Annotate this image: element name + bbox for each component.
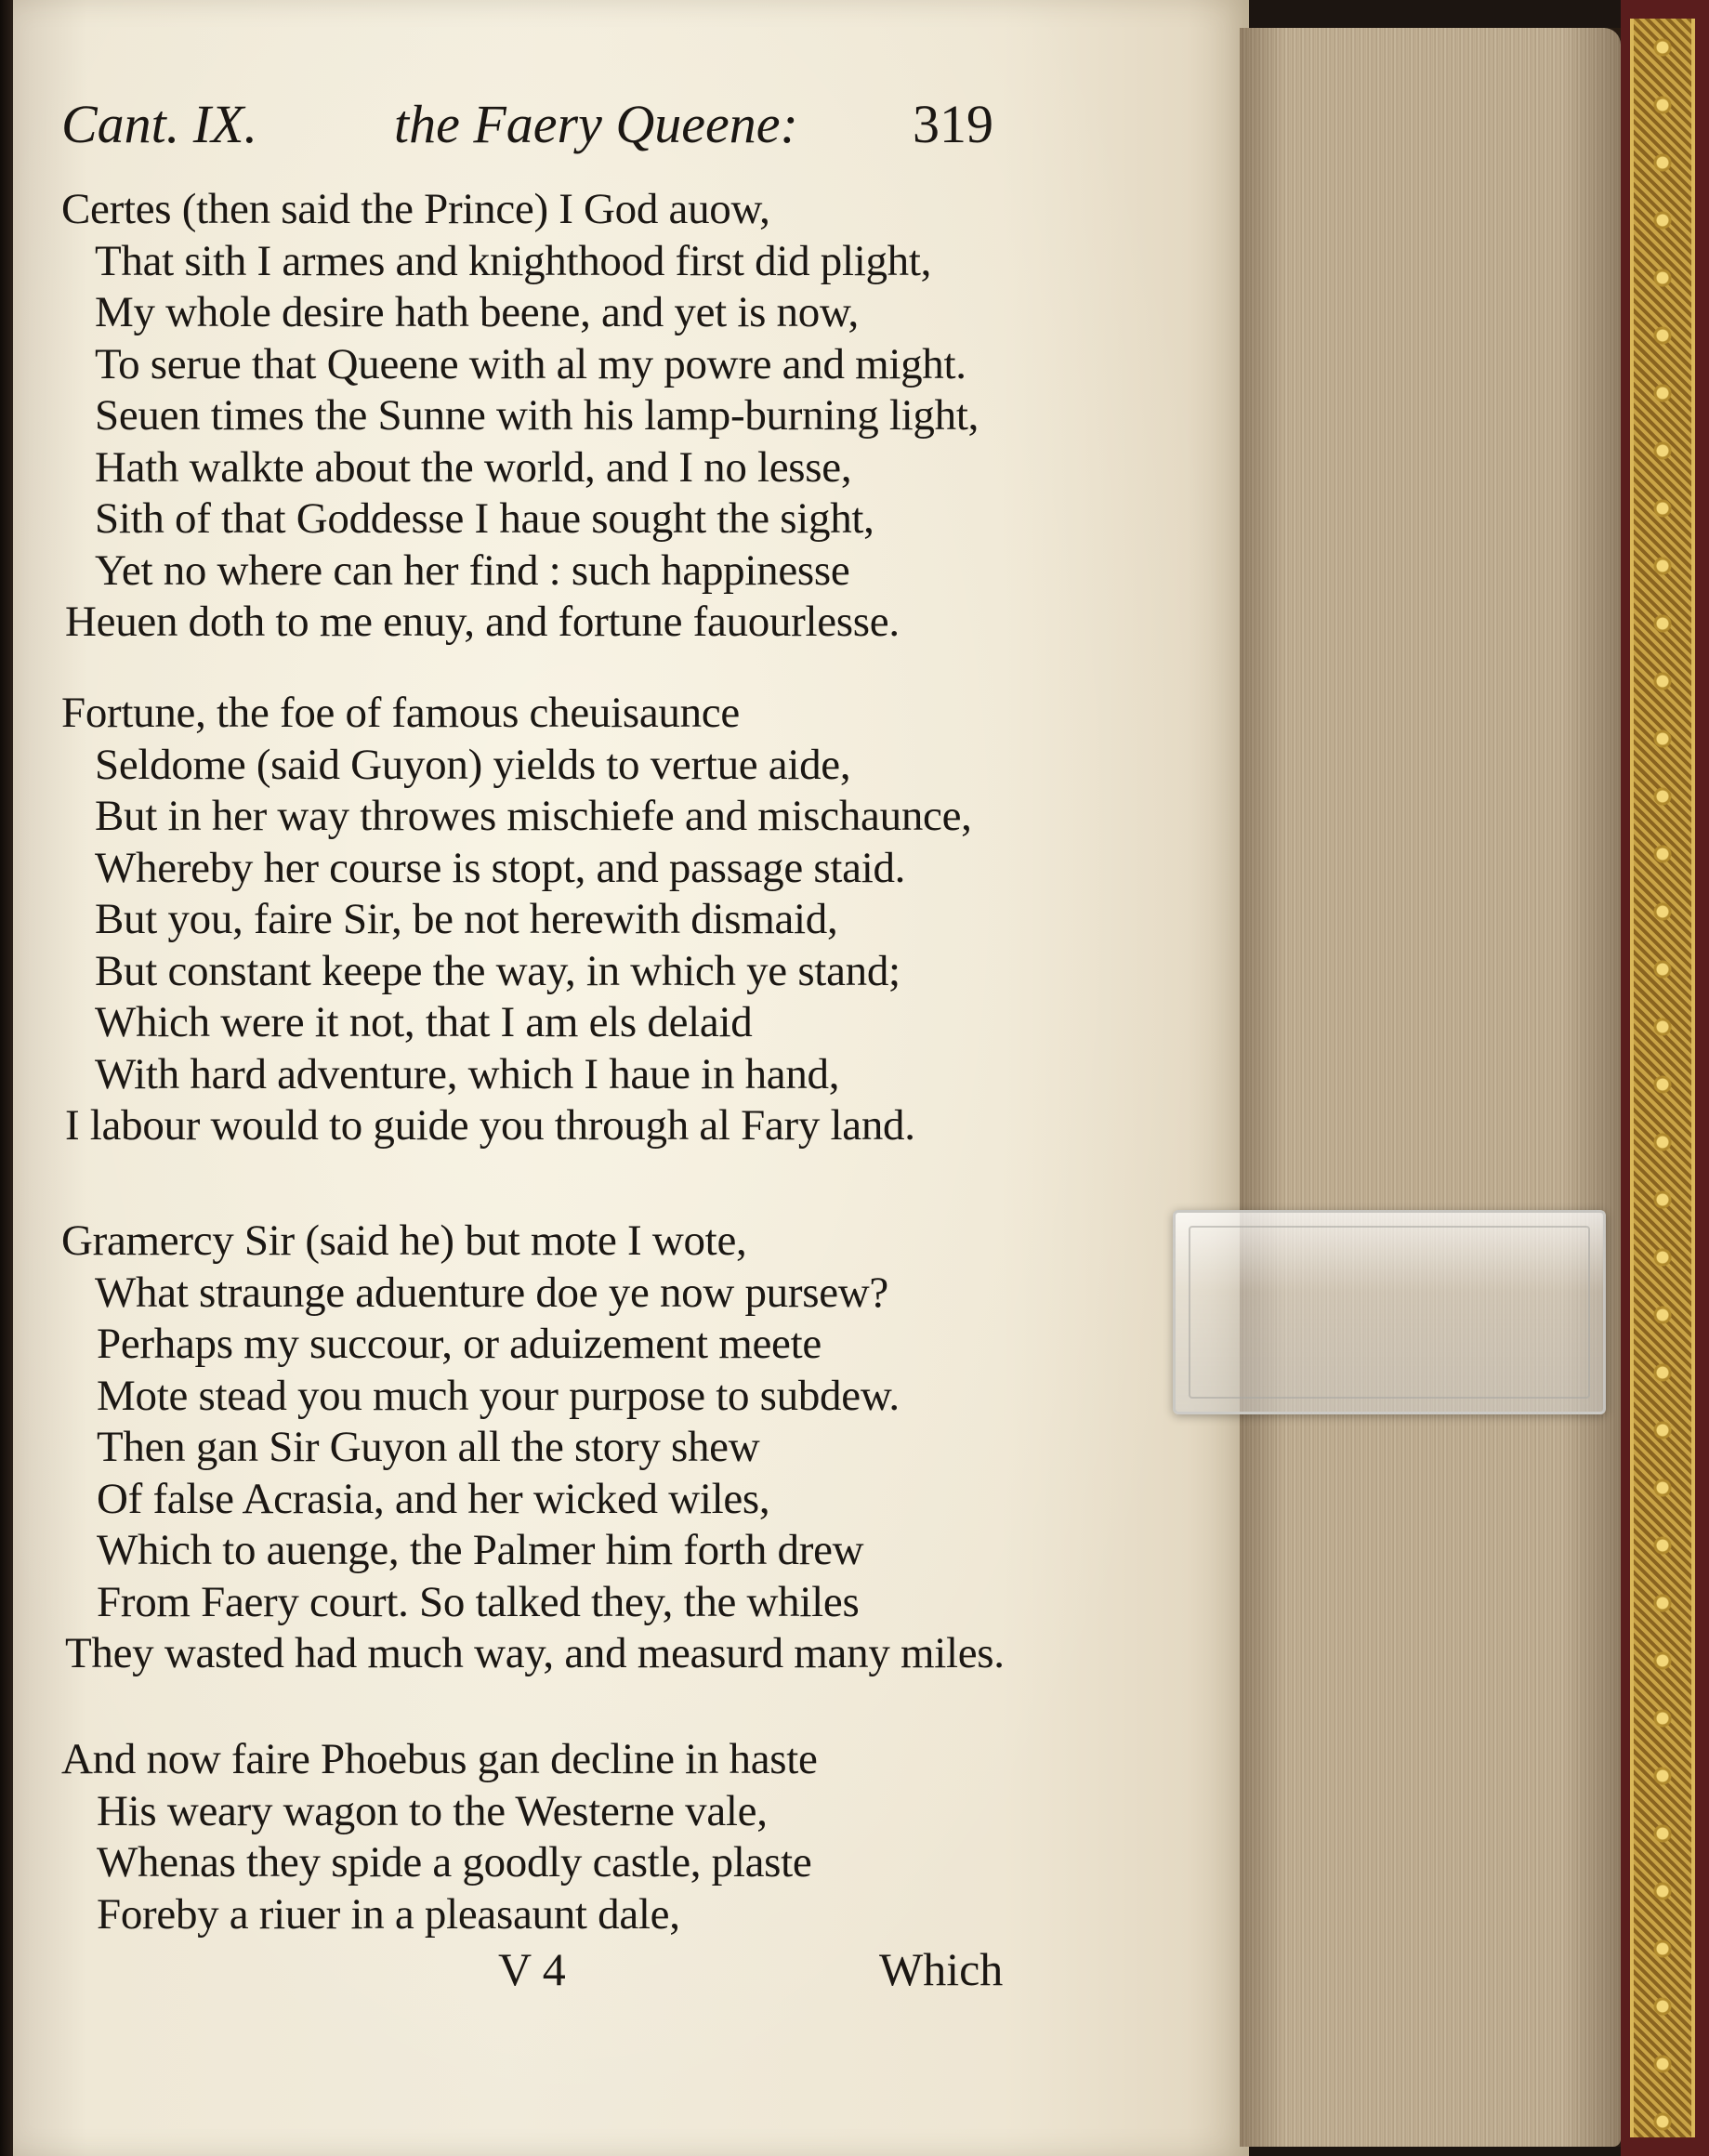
verse-line: To serue that Queene with al my powre and might.	[95, 339, 966, 388]
verse-line: They wasted had much way, and measurd many miles.	[65, 1629, 1005, 1677]
verse-line: But constant keepe the way, in which ye stand;	[95, 946, 901, 995]
verse-line: Mote stead you much your purpose to subdew.	[97, 1371, 900, 1420]
catchword: Which	[879, 1943, 1004, 1995]
printed-page	[13, 0, 1249, 2156]
verse-line: I labour would to guide you through al Fary land.	[65, 1101, 915, 1150]
verse-line: His weary wagon to the Westerne vale,	[97, 1786, 768, 1835]
verse-line: Seuen times the Sunne with his lamp-burning light,	[95, 391, 979, 440]
verse-line: Seldome (said Guyon) yields to vertue aide,	[95, 740, 851, 789]
running-head-title: the Faery Queene:	[394, 94, 798, 154]
stanza-4	[13, 1734, 1128, 1940]
verse-line: Whenas they spide a goodly castle, plaste	[97, 1838, 812, 1886]
stanza-3	[13, 1216, 1128, 1680]
stanza-1	[13, 184, 1128, 649]
verse-line: And now faire Phoebus gan decline in haste	[61, 1735, 818, 1783]
verse-line: Sith of that Goddesse I haue sought the sight,	[95, 494, 874, 543]
verse-line: What straunge aduenture doe ye now pursew?	[95, 1268, 888, 1317]
running-head-canto: Cant. IX.	[61, 94, 258, 154]
gilt-border-ornament	[1630, 19, 1695, 2137]
verse-line: Of false Acrasia, and her wicked wiles,	[97, 1474, 770, 1523]
stanza-2	[13, 688, 1128, 1152]
verse-line: Which to auenge, the Palmer him forth drew	[97, 1526, 864, 1574]
page-clip-weight	[1173, 1210, 1606, 1414]
signature-mark: V 4	[498, 1943, 566, 1995]
verse-line: Foreby a riuer in a pleasaunt dale,	[97, 1889, 680, 1939]
verse-line: With hard adventure, which I haue in hand,	[95, 1049, 840, 1098]
page-number: 319	[913, 94, 993, 154]
verse-line: From Faery court. So talked they, the whiles	[97, 1577, 860, 1626]
verse-line: But in her way throwes mischiefe and mischaunce,	[95, 792, 972, 840]
verse-line: Certes (then said the Prince) I God auow,	[61, 185, 770, 233]
verse-line: Gramercy Sir (said he) but mote I wote,	[61, 1216, 747, 1265]
verse-line: Then gan Sir Guyon all the story shew	[97, 1423, 760, 1471]
verse-line: My whole desire hath beene, and yet is now,	[95, 288, 859, 336]
verse-line: Perhaps my succour, or aduizement meete	[97, 1320, 822, 1368]
verse-line: Fortune, the foe of famous cheuisaunce	[61, 689, 740, 737]
clip-inner-frame	[1189, 1226, 1590, 1399]
verse-line: Yet no where can her find : such happinesse	[95, 546, 850, 595]
page-block-edges	[1240, 28, 1621, 2147]
verse-line: Heuen doth to me enuy, and fortune fauourlesse.	[65, 598, 900, 646]
verse-line: That sith I armes and knighthood first did plight,	[95, 236, 932, 285]
verse-line: But you, faire Sir, be not herewith dismaid,	[95, 895, 838, 943]
verse-line: Which were it not, that I am els delaid	[95, 998, 753, 1046]
verse-line: Hath walkte about the world, and I no lesse,	[95, 442, 852, 492]
verse-line: Whereby her course is stopt, and passage staid.	[95, 843, 906, 892]
